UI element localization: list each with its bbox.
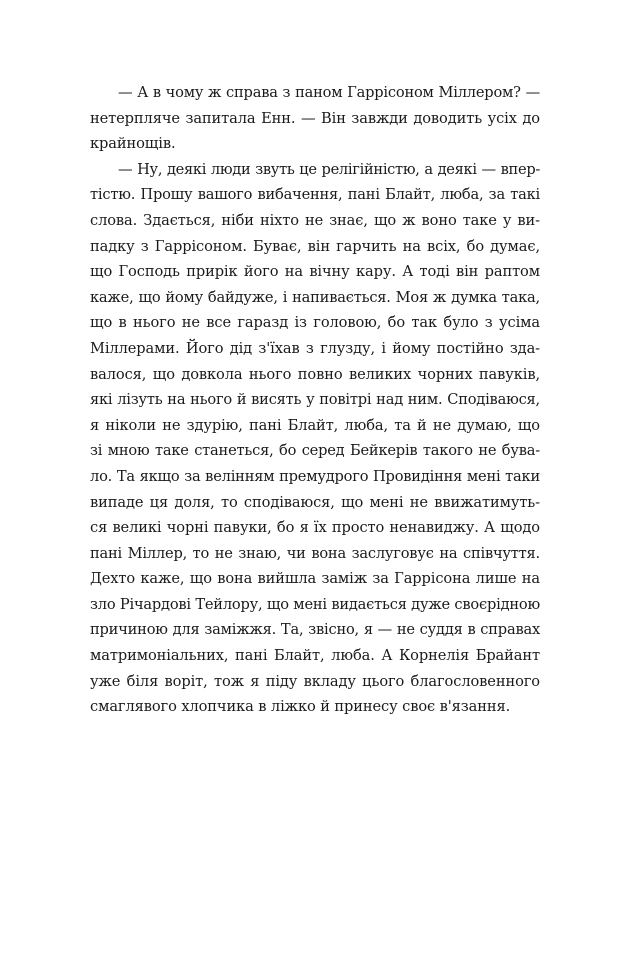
text-line: що в нього не все гаразд із головою, бо так було з усіма	[90, 314, 540, 332]
text-line: зло Річардові Тейлору, що мені видається дуже своєрідною	[90, 595, 540, 613]
text-line: Міллерами. Його дід з'їхав з глузду, і йому постійно зда-	[90, 339, 540, 357]
text-line: що Господь прирік його на вічну кару. А тоді він раптом	[90, 263, 540, 281]
paragraph-1	[90, 80, 540, 157]
text-line: смаглявого хлопчика в ліжко й принесу своє в'язання.	[90, 698, 511, 716]
text-line: падку з Гаррісоном. Буває, він гарчить на всіх, бо думає,	[90, 237, 540, 255]
text-line: причиною для заміжжя. Та, звісно, я — не суддя в справах	[90, 621, 540, 639]
text-line: каже, що йому байдуже, і напивається. Моя ж думка така,	[90, 288, 540, 306]
paragraph-2	[90, 157, 540, 720]
text-line: ло. Та якщо за велінням премудрого Провидіння мені таки	[90, 467, 540, 485]
text-line: Дехто каже, що вона вийшла заміж за Гаррісона лише на	[90, 570, 540, 588]
text-line: — А в чому ж справа з паном Гаррісоном Міллером? —	[118, 84, 540, 101]
text-line: уже біля воріт, тож я піду вкладу цього благословенного	[90, 672, 540, 690]
text-line: випаде ця доля, то сподіваюся, що мені не ввижатимуть-	[90, 493, 540, 511]
text-line: пані Міллер, то не знаю, чи вона заслуговує на співчуття.	[90, 544, 540, 562]
text-line: зі мною таке станеться, бо серед Бейкерів такого не бува-	[90, 442, 540, 460]
text-line: я ніколи не здурію, пані Блайт, люба, та й не думаю, що	[90, 416, 540, 434]
text-line: — Ну, деякі люди звуть це релігійністю, а деякі — впер-	[118, 160, 540, 178]
text-line: крайнощів.	[90, 135, 176, 153]
text-line: тістю. Прошу вашого вибачення, пані Блайт, люба, за такі	[90, 186, 540, 204]
page-body	[90, 80, 540, 720]
text-line: слова. Здається, ніби ніхто не знає, що ж воно таке у ви-	[90, 211, 540, 229]
text-line: нетерпляче запитала Енн. — Він завжди доводить усіх до	[90, 109, 540, 127]
text-line: які лізуть на нього й висять у повітрі над ним. Сподіваюся,	[90, 391, 540, 409]
text-line: матримоніальних, пані Блайт, люба. А Корнелія Брайант	[90, 647, 540, 665]
text-line: ся великі чорні павуки, бо я їх просто ненавиджу. А щодо	[90, 519, 540, 537]
text-line: валося, що довкола нього повно великих чорних павуків,	[90, 365, 540, 383]
